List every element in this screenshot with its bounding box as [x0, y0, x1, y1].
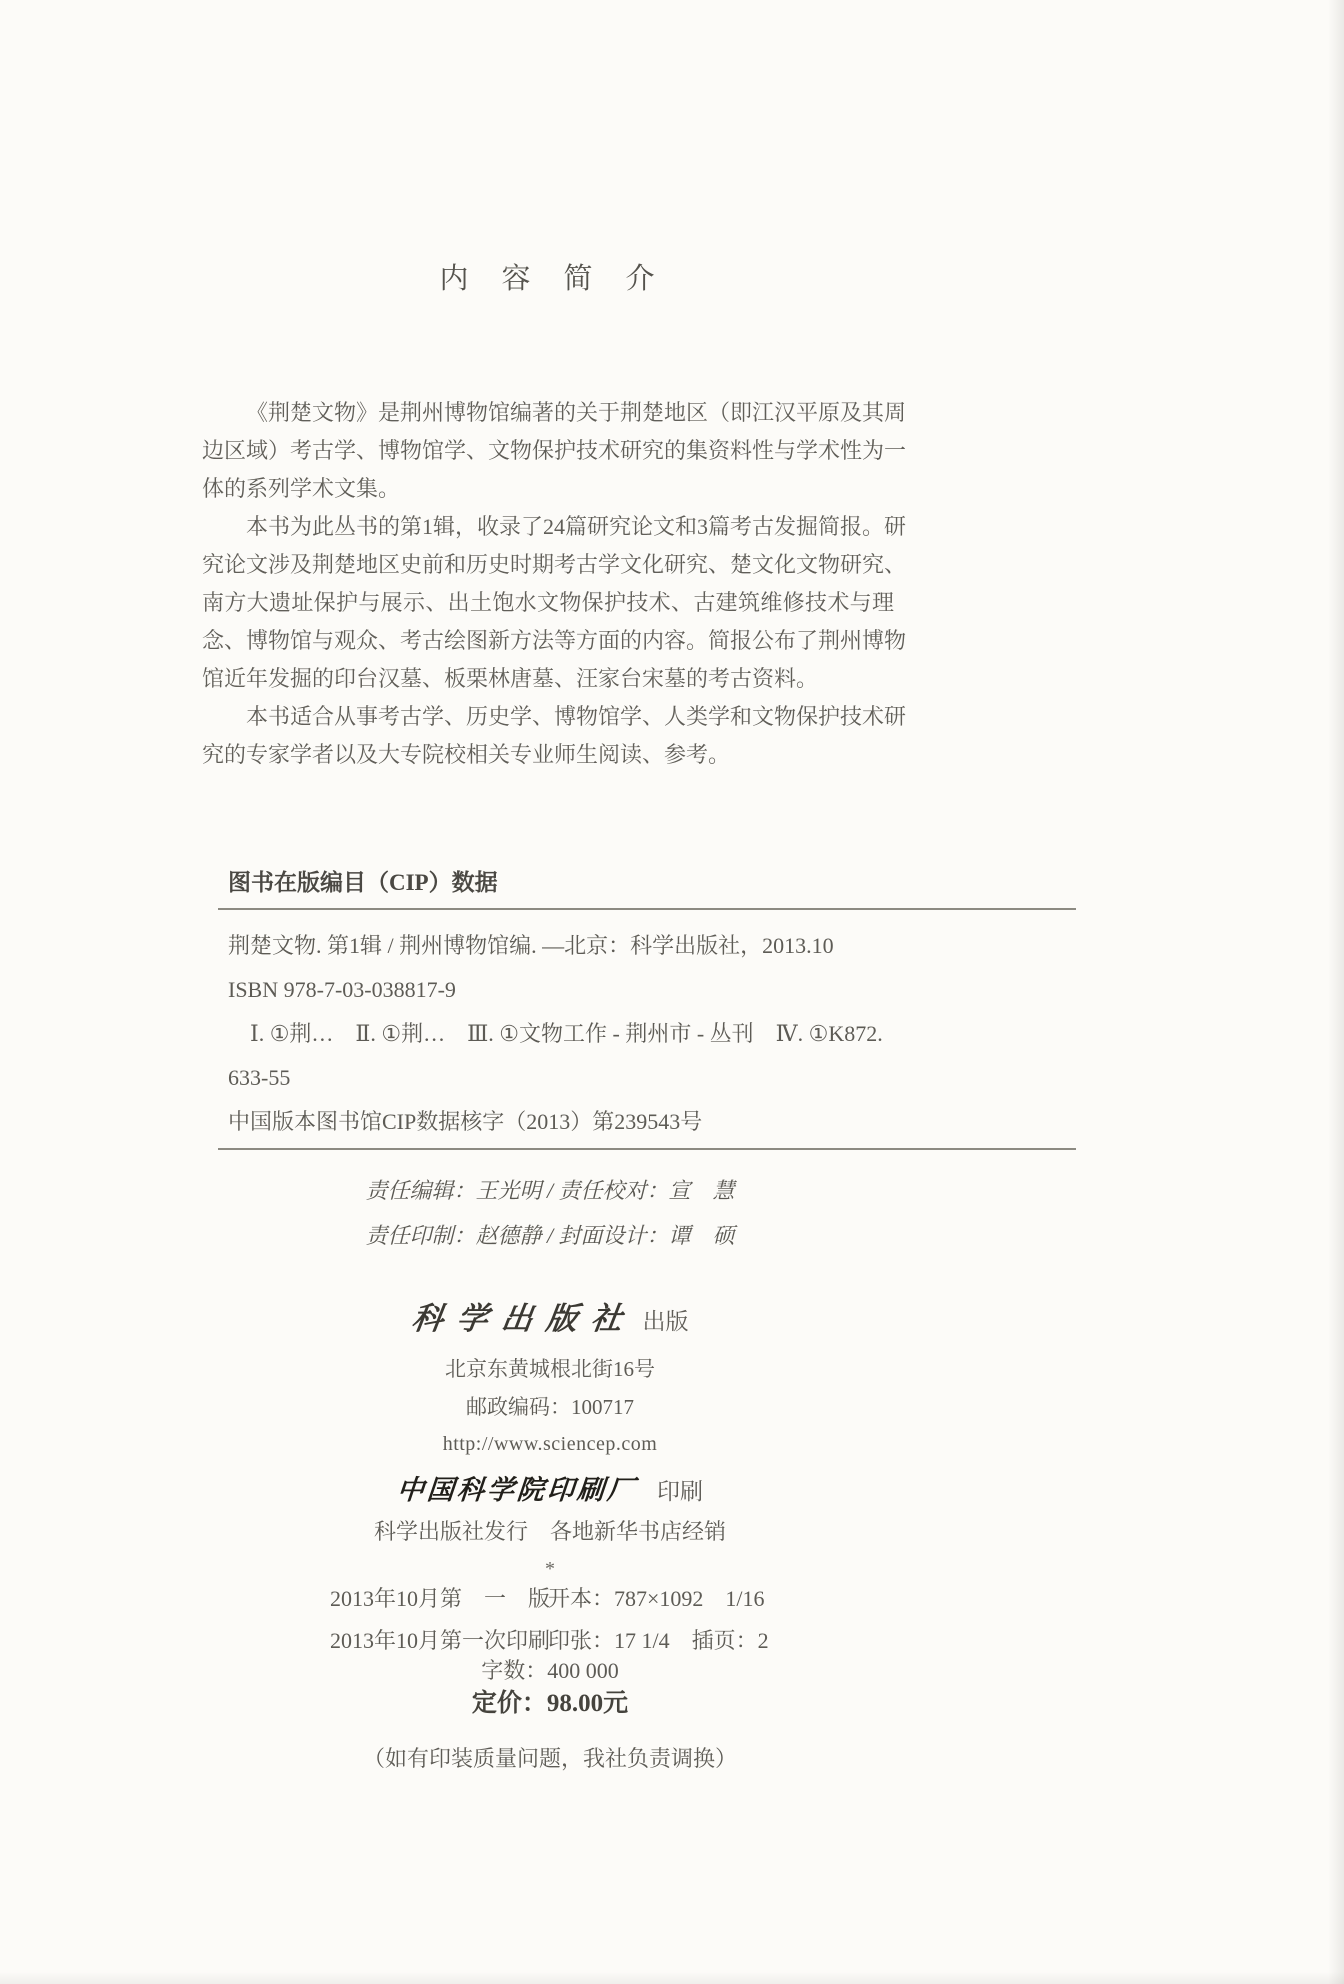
sheets-spec: 印张：17 1/4 插页：2 [548, 1628, 769, 1653]
publisher-address: 北京东黄城根北街16号 [445, 1357, 655, 1381]
publisher-postcode: 邮政编码：100717 [466, 1395, 634, 1419]
edition-row [330, 1578, 800, 1620]
cip-record-number-line: 中国版本图书馆CIP数据核字（2013）第239543号 [228, 1109, 703, 1134]
printer-role-label: 印刷 [657, 1479, 703, 1504]
scan-edge-shadow-right [1328, 0, 1344, 1984]
cip-header: 图书在版编目（CIP）数据 [228, 870, 498, 895]
intro-p3-line: 究的专家学者以及大专院校相关专业师生阅读、参考。 [202, 742, 731, 767]
editors-line: 责任编辑：王光明 / 责任校对：宣 慧 [365, 1178, 735, 1203]
price-line: 定价：98.00元 [471, 1690, 629, 1717]
imprint-block [200, 1296, 900, 1586]
cip-title-line: 荆楚文物. 第1辑 / 荆州博物馆编. —北京：科学出版社，2013.10 [228, 933, 834, 958]
intro-p2-line: 馆近年发掘的印台汉墓、板栗林唐墓、汪家台宋墓的考古资料。 [202, 666, 819, 691]
intro-p3-line: 本书适合从事考古学、历史学、博物馆学、人类学和文物保护技术研 [246, 704, 907, 729]
intro-p1-line: 《荆楚文物》是荆州博物馆编著的关于荆楚地区（即江汉平原及其周 [246, 400, 907, 425]
publisher-line [200, 1296, 900, 1342]
asterisk-separator: * [545, 1558, 555, 1580]
intro-p2-line: 南方大遗址保护与展示、出土饱水文物保护技术、古建筑维修技术与理 [202, 590, 894, 615]
intro-p2-line: 念、博物馆与观众、考古绘图新方法等方面的内容。简报公布了荆州博物 [202, 628, 907, 653]
edition-date: 2013年10月第 一 版 [330, 1586, 551, 1611]
intro-p2-line: 本书为此丛书的第1辑，收录了24篇研究论文和3篇考古发掘简报。研 [246, 514, 907, 539]
cip-body [228, 924, 1078, 1144]
staff-credits [200, 1168, 900, 1258]
scan-edge-shadow-bottom [0, 1972, 1344, 1984]
printer-line [200, 1468, 900, 1512]
cip-isbn-line: ISBN 978-7-03-038817-9 [228, 977, 456, 1002]
cip-top-rule [218, 908, 1076, 910]
publisher-role-label: 出版 [642, 1309, 689, 1334]
print-design-line: 责任印制：赵德静 / 封面设计：谭 硕 [365, 1223, 735, 1248]
word-count-line: 字数：400 000 [481, 1658, 619, 1683]
publisher-logo: 科 学 出 版 社 [409, 1301, 628, 1336]
printer-logo: 中国科学院印刷厂 [395, 1475, 639, 1505]
publisher-website: http://www.sciencep.com [442, 1433, 658, 1455]
cip-bottom-rule [218, 1148, 1076, 1150]
cip-classification-continuation: 633-55 [228, 1065, 291, 1090]
intro-paragraphs [202, 394, 907, 774]
cip-classification-line: Ⅰ. ①荆… Ⅱ. ①荆… Ⅲ. ①文物工作 - 荆州市 - 丛刊 Ⅳ. ①K872. [250, 1021, 883, 1046]
edition-info [330, 1578, 800, 1662]
intro-p1-line: 边区域）考古学、博物馆学、文物保护技术研究的集资料性与学术性为一 [202, 438, 907, 463]
printing-date: 2013年10月第一次印刷 [330, 1628, 551, 1653]
intro-p2-line: 究论文涉及荆楚地区史前和历史时期考古学文化研究、楚文化文物研究、 [202, 552, 907, 577]
intro-p1-line: 体的系列学术文集。 [202, 476, 401, 501]
distribution-line: 科学出版社发行 各地新华书店经销 [373, 1519, 726, 1544]
format-spec: 开本：787×1092 1/16 [548, 1586, 765, 1611]
intro-title: 内 容 简 介 [439, 263, 657, 295]
quality-notice-line: （如有印装质量问题，我社负责调换） [362, 1746, 737, 1771]
